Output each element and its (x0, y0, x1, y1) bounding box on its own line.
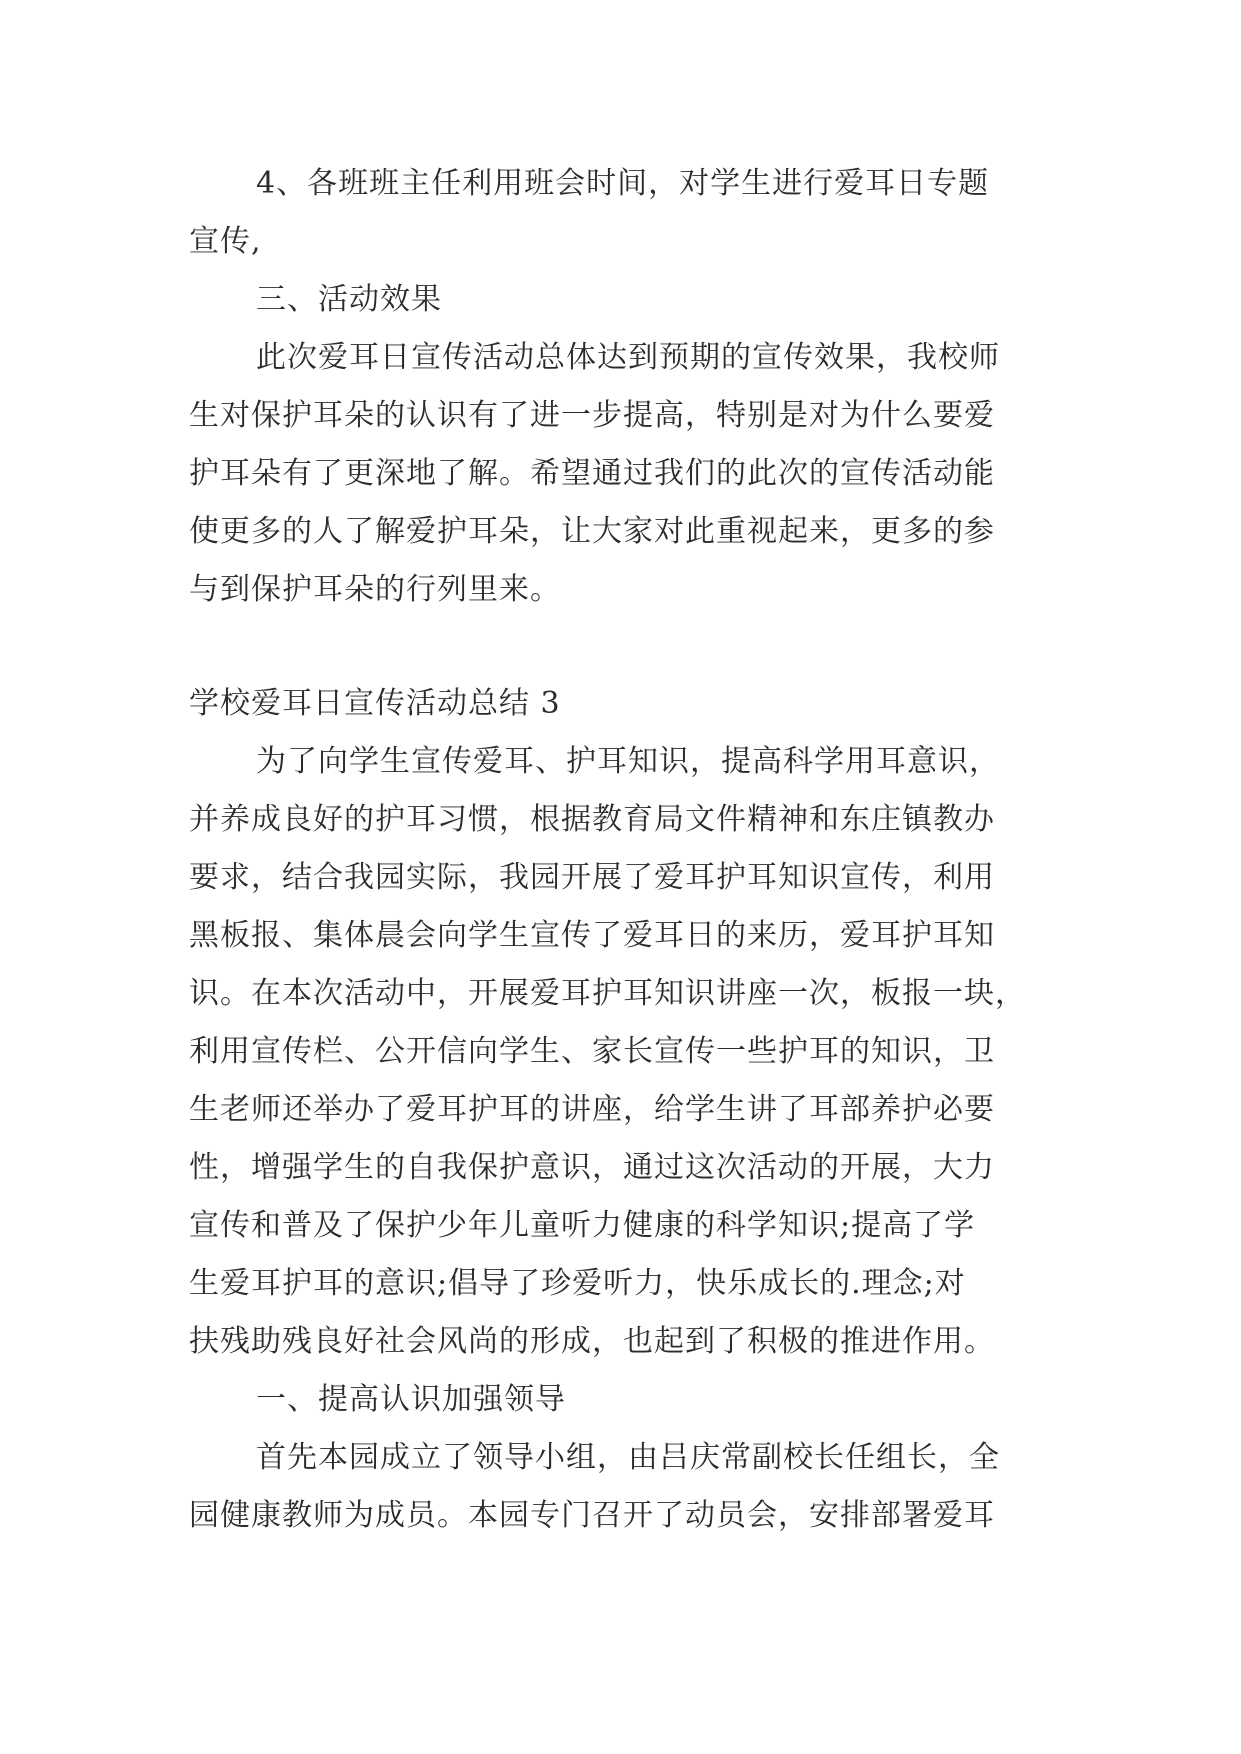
paragraph-line: 生爱耳护耳的意识;倡导了珍爱听力，快乐成长的.理念;对 (189, 1266, 966, 1301)
paragraph-line: 生老师还举办了爱耳护耳的讲座，给学生讲了耳部养护必要 (189, 1092, 995, 1127)
paragraph-line: 黑板报、集体晨会向学生宣传了爱耳日的来历，爱耳护耳知 (189, 918, 995, 953)
paragraph-line: 护耳朵有了更深地了解。希望通过我们的此次的宣传活动能 (189, 456, 995, 491)
paragraph-line: 首先本园成立了领导小组，由吕庆常副校长任组长，全 (256, 1440, 1000, 1475)
paragraph-line: 性，增强学生的自我保护意识，通过这次活动的开展，大力 (189, 1150, 995, 1185)
paragraph-line: 与到保护耳朵的行列里来。 (189, 572, 561, 607)
paragraph-line: 宣传, (189, 224, 262, 259)
paragraph-line: 利用宣传栏、公开信向学生、家长宣传一些护耳的知识，卫 (189, 1034, 995, 1069)
paragraph-line: 扶残助残良好社会风尚的形成，也起到了积极的推进作用。 (189, 1324, 995, 1359)
paragraph-line: 使更多的人了解爱护耳朵，让大家对此重视起来，更多的参 (189, 514, 995, 549)
paragraph-line: 此次爱耳日宣传活动总体达到预期的宣传效果，我校师 (256, 340, 1000, 375)
paragraph-line: 为了向学生宣传爱耳、护耳知识，提高科学用耳意识， (256, 744, 1000, 779)
section-heading: 三、活动效果 (256, 282, 442, 317)
paragraph-line: 要求，结合我园实际，我园开展了爱耳护耳知识宣传，利用 (189, 860, 995, 895)
paragraph-line: 生对保护耳朵的认识有了进一步提高，特别是对为什么要爱 (189, 398, 995, 433)
paragraph-line: 识。在本次活动中，开展爱耳护耳知识讲座一次，板报一块， (189, 976, 1026, 1011)
document-title: 学校爱耳日宣传活动总结 3 (189, 686, 561, 721)
section-heading: 一、提高认识加强领导 (256, 1382, 566, 1417)
paragraph-line: 并养成良好的护耳习惯，根据教育局文件精神和东庄镇教办 (189, 802, 995, 837)
paragraph-line: 宣传和普及了保护少年儿童听力健康的科学知识;提高了学 (189, 1208, 976, 1243)
paragraph-line: 园健康教师为成员。本园专门召开了动员会，安排部署爱耳 (189, 1498, 995, 1533)
paragraph-line: 4、各班班主任利用班会时间，对学生进行爱耳日专题 (256, 166, 990, 201)
